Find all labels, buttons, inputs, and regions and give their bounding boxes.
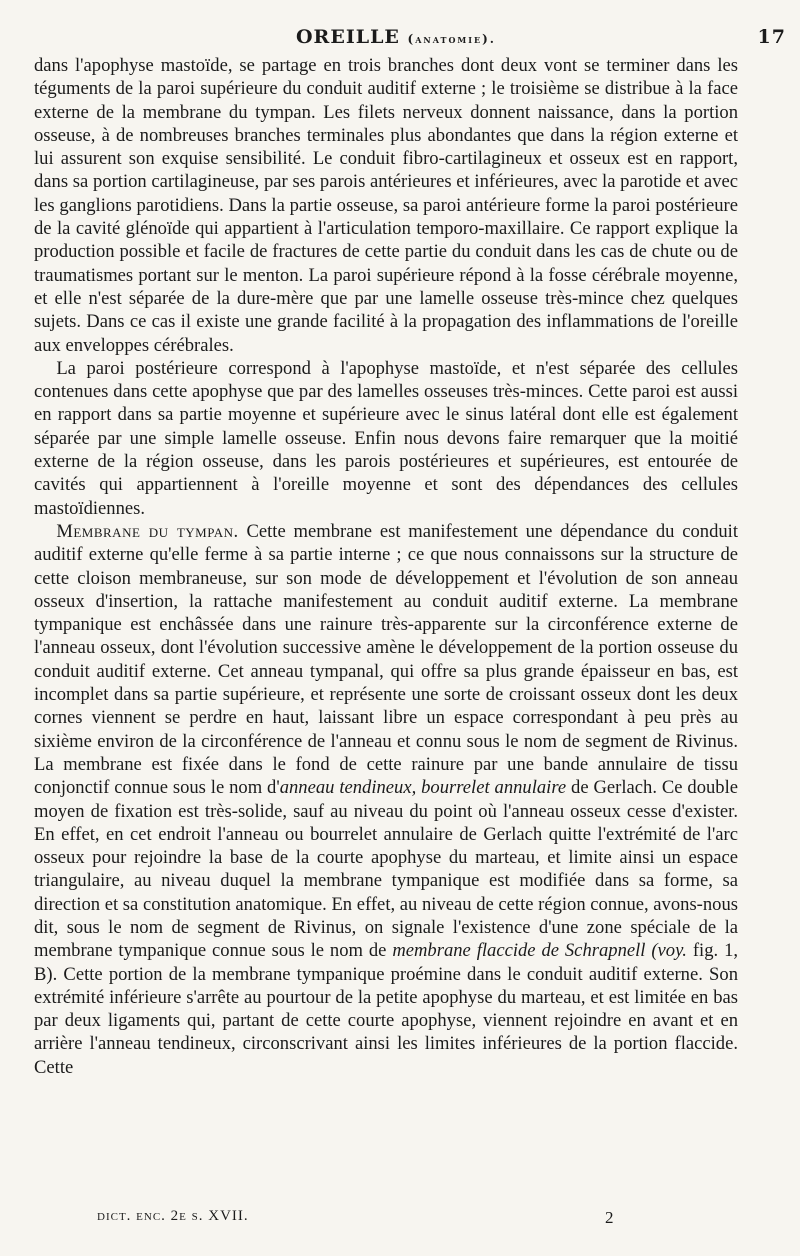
page-number: 17 [757,26,786,48]
paragraph-text: de Gerlach. Ce double moyen de fixation est très-solide, sauf au niveau du point où l'anneau osseux cesse d'exister. En effet, en cet endroit l'anneau ou bourrelet annulaire de Gerlach quitte l'extrémité de l'arc osseux pour rejoindre la base de la courte apophyse du marteau, et limite ainsi un espace triangulaire, au niveau duquel la membrane tympanique est modifiée dans sa forme, sa direction et sa constitution anatomique. En effet, au niveau de cette région connue, avons-nous dit, sous le nom de segment de Rivinus, on signale l'existence d'une zone spéciale de la membrane tympanique connue sous le nom de [34,777,738,962]
italic-term: membrane flaccide de Schrapnell (voy. [392,940,687,962]
running-title-main: OREILLE [296,26,400,48]
paragraph-text: fig. 1, B). Cette portion de la membrane tympanique proémine dans le conduit auditif externe. Son extrémité inférieure s'arrête au pourtour de la petite apophyse du marteau, et est limitée en bas par deux ligaments qui, partant de cette courte apophyse, viennent rejoindre en avant et en arrière l'anneau tendineux, circonscrivant ainsi les limites inférieures de la portion flaccide. Cette [34,940,739,1078]
body-text [34,54,738,1079]
italic-term: anneau tendineux, bourrelet annulaire [279,777,567,799]
printer-signature: dict. enc. 2e s. XVII. [97,1208,249,1224]
paragraph-continued: dans l'apophyse mastoïde, se partage en trois branches dont deux vont se terminer dans les téguments de la paroi supérieure du conduit auditif externe ; le troisième se distribue à la face externe de la membrane du tympan. Les filets nerveux donnent naissance, dans la portion osseuse, à de nombreuses branches terminales plus abondantes que dans la région externe et lui assurent son exquise sensibilité. Le conduit fibro-cartilagineux et osseux est en rapport, dans sa portion cartilagineuse, par ses parois antérieures et inférieures, avec la parotide et avec les ganglions parotidiens. Dans la partie osseuse, sa paroi antérieure forme la paroi postérieure de la cavité glénoïde qui appartient à l'articulation temporo-maxillaire. Ce rapport explique la production possible et facile de fractures de cette partie du conduit dans les cas de chute ou de traumatismes portant sur le menton. La paroi supérieure répond à la fosse cérébrale moyenne, et elle n'est séparée de la dure-mère que par une lamelle osseuse très-mince chez quelques sujets. Dans ce cas il existe une grande facilité à la propagation des inflammations de l'oreille aux enveloppes cérébrales. [34,55,738,356]
running-header [34,26,786,54]
paragraph-tympanic-membrane [34,520,738,1079]
paragraph-posterior-wall: La paroi postérieure correspond à l'apophyse mastoïde, et n'est séparée des cellules contenues dans cette apophyse que par des lamelles osseuses très-minces. Cette paroi est aussi en rapport dans sa partie moyenne et supérieure avec le sinus latéral dont elle est également séparée par une simple lamelle osseuse. Enfin nous devons faire remarquer que la moitié externe de la région osseuse, dans les parois postérieures et supérieures, est entourée de cavités qui appartiennent à l'oreille moyenne et sont des dépendances des cellules mastoïdiennes. [34,357,738,519]
section-heading: Membrane du tympan. [56,520,239,542]
paragraph-text: Cette membrane est manifestement une dépendance du conduit auditif externe qu'elle ferme à sa partie interne ; ce que nous connaissons sur la structure de cette cloison membraneuse, sur son mode de développement et l'évolution de son anneau osseux d'insertion, la rattache manifestement au conduit auditif externe. La membrane tympanique est enchâssée dans une rainure très-apparente sur la circonférence externe de l'anneau osseux, dont l'évolution successive amène le développement de la portion osseuse du conduit auditif externe. Cet anneau tympanal, qui offre sa plus grande épaisseur en bas, est incomplet dans sa partie supérieure, et représente une sorte de croissant osseux dont les deux cornes viennent se perdre en haut, laissant libre un espace correspondant à peu près au sixième environ de la circonférence de l'anneau et connu sous le nom de segment de Rivinus. La membrane est fixée dans le fond de cette rainure par une bande annulaire de tissu conjonctif connue sous le nom d' [34,520,739,799]
running-title-subtitle: (anatomie). [407,32,496,46]
sheet-number: 2 [605,1208,614,1227]
running-title [296,26,496,48]
